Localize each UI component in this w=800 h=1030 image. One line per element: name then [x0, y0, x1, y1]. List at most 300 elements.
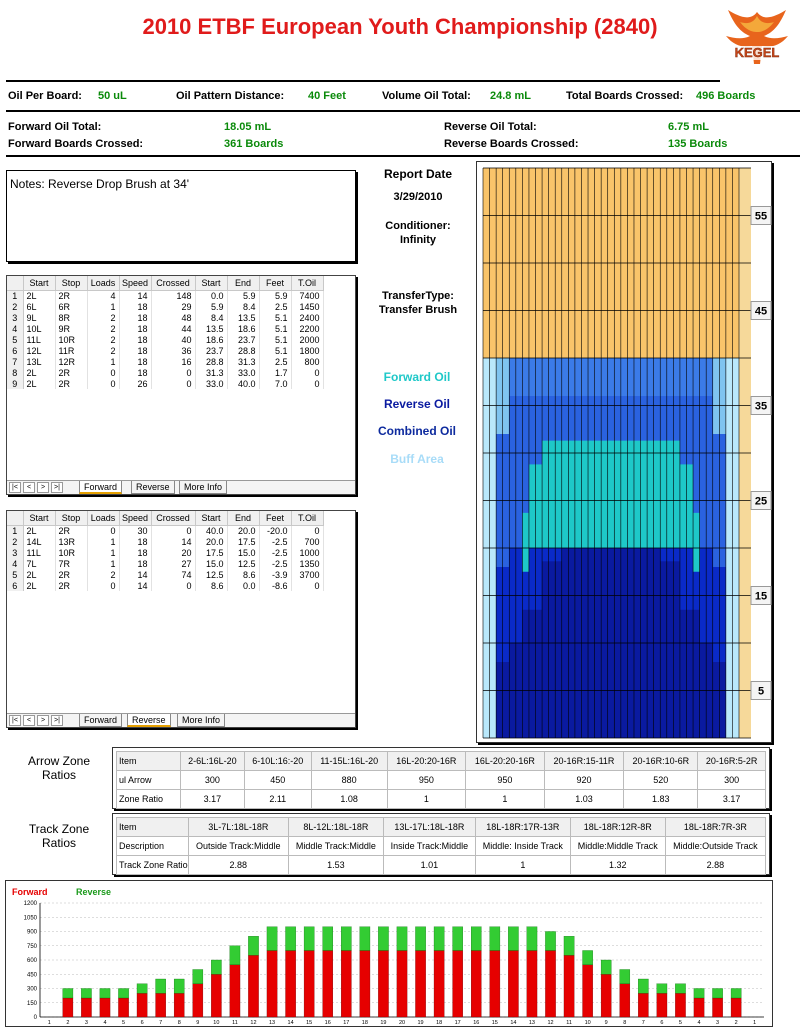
arrow-zone-table [116, 751, 766, 809]
grid-cell[interactable]: 1.7 [259, 367, 291, 378]
grid-cell[interactable]: 3 [7, 547, 23, 558]
reverse-bar [657, 984, 667, 994]
forward-boards-label: Forward Boards Crossed: [8, 138, 144, 150]
grid-cell[interactable]: 3700 [291, 569, 323, 580]
grid-header-cell[interactable] [7, 276, 23, 290]
next-record-button[interactable]: > [37, 715, 49, 726]
x-tick-label: 2 [66, 1020, 70, 1026]
reverse-bar [601, 960, 611, 974]
grid-cell[interactable]: 0 [291, 525, 323, 536]
grid-cell[interactable]: 18 [119, 312, 151, 323]
grid-cell[interactable]: 9 [7, 378, 23, 389]
table-row [117, 771, 766, 790]
x-tick-label: 11 [566, 1020, 572, 1026]
grid-cell[interactable]: 2R [55, 569, 87, 580]
combined-column [673, 561, 680, 738]
table-row[interactable] [7, 525, 323, 536]
grid-cell[interactable]: 800 [291, 356, 323, 367]
table-row [117, 818, 766, 837]
last-record-button[interactable]: >| [51, 482, 63, 493]
grid-cell[interactable]: 23.7 [195, 345, 227, 356]
y-tick-label: 750 [26, 943, 37, 950]
zone-cell: 1.53 [288, 856, 383, 875]
grid-cell[interactable]: 6 [7, 580, 23, 591]
zone-cell: 13L-17L:18L-18R [383, 818, 475, 837]
grid-cell[interactable]: 11R [55, 345, 87, 356]
grid-cell[interactable]: 0 [291, 367, 323, 378]
forward-total-label: Forward Oil Total: [8, 121, 102, 133]
grid-cell[interactable]: 0 [151, 580, 195, 591]
zone-cell: Outside Track:Middle [188, 837, 288, 856]
grid-cell[interactable]: 14 [151, 536, 195, 547]
grid-cell[interactable]: 18 [119, 301, 151, 312]
grid-cell[interactable]: 5.1 [259, 312, 291, 323]
x-tick-label: 6 [660, 1020, 664, 1026]
oil-per-board-value: 50 uL [98, 90, 127, 102]
grid-cell[interactable]: 27 [151, 558, 195, 569]
grid-cell[interactable]: -2.5 [259, 558, 291, 569]
tab-reverse[interactable]: Reverse [127, 714, 171, 727]
grid-cell[interactable]: 20 [151, 547, 195, 558]
grid-header-cell[interactable]: Stop [55, 511, 87, 525]
x-tick-label: 1 [753, 1020, 757, 1026]
y-tick-label: 1050 [23, 915, 37, 922]
tab-reverse[interactable]: Reverse [131, 481, 175, 494]
grid-cell[interactable]: 14 [119, 580, 151, 591]
grid-cell[interactable]: 0 [151, 525, 195, 536]
combined-column [503, 662, 510, 738]
table-row[interactable] [7, 312, 323, 323]
grid-cell[interactable]: 20.0 [227, 525, 259, 536]
grid-cell[interactable]: 0 [151, 367, 195, 378]
x-tick-label: 12 [547, 1020, 554, 1026]
table-row[interactable] [7, 378, 323, 389]
grid-cell[interactable]: 15.0 [227, 547, 259, 558]
forward-column [621, 441, 628, 548]
table-row[interactable] [7, 367, 323, 378]
grid-cell[interactable]: 5 [7, 334, 23, 345]
x-tick-label: 8 [623, 1020, 627, 1026]
grid-cell[interactable]: 8 [7, 367, 23, 378]
prev-record-button[interactable]: < [23, 715, 35, 726]
grid-header-cell[interactable]: Speed [119, 276, 151, 290]
grid-cell[interactable]: 5.1 [259, 334, 291, 345]
grid-cell[interactable]: 3 [7, 312, 23, 323]
forward-column [686, 464, 693, 548]
zone-cell: 1.83 [624, 790, 698, 809]
grid-cell[interactable]: 2000 [291, 334, 323, 345]
grid-cell[interactable]: 28.8 [195, 356, 227, 367]
grid-cell[interactable]: 2 [7, 301, 23, 312]
grid-header-cell[interactable]: T.Oil [291, 276, 323, 290]
grid-header-cell[interactable]: T.Oil [291, 511, 323, 525]
combined-column [536, 610, 543, 738]
grid-cell[interactable]: 13R [55, 536, 87, 547]
grid-cell[interactable]: 36 [151, 345, 195, 356]
grid-header-cell[interactable]: Crossed [151, 276, 195, 290]
grid-cell[interactable]: 20.0 [195, 536, 227, 547]
grid-cell[interactable]: 0 [87, 525, 119, 536]
grid-cell[interactable]: 18.6 [227, 323, 259, 334]
grid-cell[interactable]: 40 [151, 334, 195, 345]
grid-header-cell[interactable]: Start [23, 511, 55, 525]
grid-cell[interactable]: 13.5 [227, 312, 259, 323]
reverse-bar [583, 951, 593, 965]
grid-cell[interactable]: 2R [55, 580, 87, 591]
totals-divider [6, 155, 800, 157]
grid-cell[interactable]: 48 [151, 312, 195, 323]
grid-cell[interactable]: 1 [87, 558, 119, 569]
first-record-button[interactable]: |< [9, 715, 21, 726]
zone-cell: 2-6L:16L-20 [181, 752, 245, 771]
grid-cell[interactable]: 1450 [291, 301, 323, 312]
grid-cell[interactable]: 17.5 [227, 536, 259, 547]
grid-cell[interactable]: 0 [87, 580, 119, 591]
reverse-bar [638, 979, 648, 993]
grid-header-cell[interactable]: Feet [259, 511, 291, 525]
grid-header-cell[interactable]: Feet [259, 276, 291, 290]
grid-cell[interactable]: 11L [23, 334, 55, 345]
x-tick-label: 7 [641, 1020, 645, 1026]
y-tick-label: 600 [26, 958, 37, 964]
zone-cell: 20-16R:5-2R [698, 752, 766, 771]
grid-cell[interactable]: 12.5 [227, 558, 259, 569]
table-row[interactable] [7, 290, 323, 301]
grid-cell[interactable]: 2R [55, 290, 87, 301]
x-tick-label: 17 [343, 1020, 350, 1026]
grid-header-cell[interactable]: Loads [87, 276, 119, 290]
grid-cell[interactable]: 2 [87, 323, 119, 334]
forward-column [693, 513, 700, 572]
grid-cell[interactable]: 44 [151, 323, 195, 334]
reverse-bar [434, 927, 444, 951]
table-row[interactable] [7, 356, 323, 367]
grid-cell[interactable]: 2 [87, 345, 119, 356]
forward-column [595, 441, 602, 548]
zone-cell: 16L-20:20-16R [466, 752, 545, 771]
summary-divider [6, 110, 800, 112]
reverse-bar [508, 927, 518, 951]
reverse-bar [81, 989, 91, 999]
grid-cell[interactable]: 2R [55, 367, 87, 378]
grid-cell[interactable]: 2L [23, 580, 55, 591]
combined-column [529, 610, 536, 738]
zone-cell: 880 [311, 771, 387, 790]
legend-forward-label: Forward [12, 887, 48, 897]
forward-column [549, 441, 556, 548]
grid-cell[interactable]: 18 [119, 356, 151, 367]
grid-cell[interactable]: 2400 [291, 312, 323, 323]
x-tick-label: 14 [510, 1020, 517, 1026]
grid-cell[interactable]: 5.9 [227, 290, 259, 301]
grid-cell[interactable]: 148 [151, 290, 195, 301]
x-tick-label: 7 [159, 1020, 163, 1026]
y-tick-label: 150 [26, 1000, 37, 1007]
grid-cell[interactable]: 1 [7, 525, 23, 536]
tab-forward[interactable]: Forward [79, 481, 122, 494]
grid-cell[interactable]: 5.1 [259, 345, 291, 356]
grid-cell[interactable]: 1 [7, 290, 23, 301]
grid-cell[interactable]: 700 [291, 536, 323, 547]
grid-cell[interactable]: 13.5 [195, 323, 227, 334]
grid-cell[interactable]: 2L [23, 378, 55, 389]
grid-header-cell[interactable]: End [227, 511, 259, 525]
grid-cell[interactable]: 15.0 [195, 558, 227, 569]
grid-cell[interactable]: 18 [119, 334, 151, 345]
grid-cell[interactable]: 2200 [291, 323, 323, 334]
grid-cell[interactable]: 6L [23, 301, 55, 312]
grid-cell[interactable]: 7 [7, 356, 23, 367]
grid-cell[interactable]: 17.5 [195, 547, 227, 558]
grid-cell[interactable]: 0 [87, 378, 119, 389]
table-row[interactable] [7, 323, 323, 334]
combined-column [522, 610, 529, 738]
grid-header-cell[interactable]: Loads [87, 511, 119, 525]
grid-header-cell[interactable]: Speed [119, 511, 151, 525]
combined-column [686, 610, 693, 738]
grid-cell[interactable]: 2 [87, 312, 119, 323]
reverse-grid[interactable] [7, 511, 324, 591]
forward-bar [118, 998, 128, 1017]
grid-cell[interactable]: 16 [151, 356, 195, 367]
forward-bar [545, 951, 555, 1018]
reverse-boards-label: Reverse Boards Crossed: [444, 138, 579, 150]
grid-cell[interactable]: 2 [87, 334, 119, 345]
grid-cell[interactable]: 1000 [291, 547, 323, 558]
grid-cell[interactable]: 14L [23, 536, 55, 547]
tab-more-info[interactable]: More Info [177, 714, 225, 727]
grid-cell[interactable]: 2.5 [259, 301, 291, 312]
grid-cell[interactable]: 0 [87, 367, 119, 378]
y-tick-label: 900 [26, 929, 37, 936]
forward-bar [638, 993, 648, 1017]
grid-cell[interactable]: 12L [23, 345, 55, 356]
zone-cell: 3L-7L:18L-18R [188, 818, 288, 837]
grid-cell[interactable]: 2L [23, 525, 55, 536]
table-row[interactable] [7, 301, 323, 312]
combined-column [660, 561, 667, 738]
pattern-distance-label: Oil Pattern Distance: [176, 90, 285, 102]
forward-bar [81, 998, 91, 1017]
reverse-bar [341, 927, 351, 951]
grid-cell[interactable]: 8R [55, 312, 87, 323]
forward-column [608, 441, 615, 548]
reverse-bar [527, 927, 537, 951]
grid-cell[interactable]: 13L [23, 356, 55, 367]
grid-cell[interactable]: 8.4 [227, 301, 259, 312]
grid-cell[interactable]: 2L [23, 367, 55, 378]
grid-cell[interactable]: 1 [87, 356, 119, 367]
table-row[interactable] [7, 345, 323, 356]
forward-bar [675, 993, 685, 1017]
reverse-bar [304, 927, 314, 951]
grid-cell[interactable]: 4 [7, 323, 23, 334]
grid-cell[interactable]: 1800 [291, 345, 323, 356]
grid-cell[interactable]: 31.3 [195, 367, 227, 378]
grid-cell[interactable]: 18.6 [195, 334, 227, 345]
forward-grid[interactable] [7, 276, 324, 389]
forward-column [654, 441, 661, 548]
grid-cell[interactable]: 18 [119, 367, 151, 378]
grid-cell[interactable]: 6R [55, 301, 87, 312]
grid-cell[interactable]: 5.9 [195, 301, 227, 312]
zone-cell: 18L-18R:7R-3R [665, 818, 765, 837]
reverse-grid-panel [6, 510, 356, 728]
combined-column [680, 610, 687, 738]
reverse-bar [675, 984, 685, 994]
reverse-bar [100, 989, 110, 999]
table-row[interactable] [7, 558, 323, 569]
grid-cell[interactable]: 7.0 [259, 378, 291, 389]
grid-header-cell[interactable]: Start [23, 276, 55, 290]
grid-cell[interactable]: 4 [87, 290, 119, 301]
grid-cell[interactable]: 2.5 [259, 356, 291, 367]
forward-column [641, 441, 648, 548]
grid-cell[interactable]: 9L [23, 312, 55, 323]
forward-bar [620, 984, 630, 1017]
zone-cell: 300 [181, 771, 245, 790]
grid-header-cell[interactable] [7, 511, 23, 525]
reverse-bar [156, 979, 166, 993]
grid-cell[interactable]: 8.4 [195, 312, 227, 323]
grid-cell[interactable]: 0.0 [195, 290, 227, 301]
oil-pattern-svg [477, 162, 773, 744]
grid-cell[interactable]: 40.0 [227, 378, 259, 389]
table-row[interactable] [7, 547, 323, 558]
table-row[interactable] [7, 569, 323, 580]
grid-cell[interactable]: 29 [151, 301, 195, 312]
grid-cell[interactable]: 1 [87, 301, 119, 312]
grid-cell[interactable]: 2R [55, 378, 87, 389]
grid-cell[interactable]: 30 [119, 525, 151, 536]
grid-cell[interactable]: 1350 [291, 558, 323, 569]
grid-header-cell[interactable]: End [227, 276, 259, 290]
grid-cell[interactable]: 28.8 [227, 345, 259, 356]
grid-cell[interactable]: 4 [7, 558, 23, 569]
grid-cell[interactable]: 6 [7, 345, 23, 356]
grid-cell[interactable]: 2L [23, 569, 55, 580]
grid-cell[interactable]: 9R [55, 323, 87, 334]
grid-cell[interactable]: 2 [7, 536, 23, 547]
grid-cell[interactable]: 5.1 [259, 323, 291, 334]
grid-cell[interactable]: 11L [23, 547, 55, 558]
x-tick-label: 19 [380, 1020, 387, 1026]
forward-grid-panel [6, 275, 356, 495]
forward-bar [397, 951, 407, 1018]
grid-header-cell[interactable]: Crossed [151, 511, 195, 525]
grid-cell[interactable]: 2L [23, 290, 55, 301]
x-tick-label: 17 [454, 1020, 461, 1026]
forward-bar [286, 951, 296, 1018]
transfer-value: Transfer Brush [378, 304, 458, 316]
grid-cell[interactable]: 10R [55, 334, 87, 345]
grid-cell[interactable]: 18 [119, 345, 151, 356]
grid-cell[interactable]: 0 [151, 378, 195, 389]
x-tick-label: 4 [697, 1020, 701, 1026]
grid-cell[interactable]: 5 [7, 569, 23, 580]
grid-cell[interactable]: -3.9 [259, 569, 291, 580]
grid-cell[interactable]: 12R [55, 356, 87, 367]
table-row[interactable] [7, 536, 323, 547]
grid-cell[interactable]: 10L [23, 323, 55, 334]
reverse-bar [174, 979, 184, 993]
grid-cell[interactable]: 18 [119, 536, 151, 547]
reverse-total-value: 6.75 mL [668, 121, 709, 133]
grid-cell[interactable]: 14 [119, 569, 151, 580]
grid-cell[interactable]: 5.9 [259, 290, 291, 301]
grid-cell[interactable]: 0 [291, 580, 323, 591]
grid-cell[interactable]: -8.6 [259, 580, 291, 591]
grid-cell[interactable]: -20.0 [259, 525, 291, 536]
grid-cell[interactable]: 0 [291, 378, 323, 389]
grid-cell[interactable]: 0.0 [227, 580, 259, 591]
zone-cell: Middle: Inside Track [475, 837, 570, 856]
grid-cell[interactable]: 18 [119, 323, 151, 334]
grid-header-cell[interactable]: Stop [55, 276, 87, 290]
grid-cell[interactable]: 18 [119, 547, 151, 558]
prev-record-button[interactable]: < [23, 482, 35, 493]
x-tick-label: 2 [734, 1020, 738, 1026]
reverse-bar [267, 927, 277, 951]
first-record-button[interactable]: |< [9, 482, 21, 493]
forward-bar [137, 993, 147, 1017]
grid-cell[interactable]: 33.0 [227, 367, 259, 378]
grid-cell[interactable]: 40.0 [195, 525, 227, 536]
last-record-button[interactable]: >| [51, 715, 63, 726]
notes-box[interactable]: Notes: Reverse Drop Brush at 34' [6, 170, 356, 262]
x-tick-label: 10 [213, 1020, 220, 1026]
grid-cell[interactable]: 8.6 [227, 569, 259, 580]
grid-cell[interactable]: 74 [151, 569, 195, 580]
forward-bar [360, 951, 370, 1018]
reverse-bar [63, 989, 73, 999]
grid-cell[interactable]: 2 [87, 569, 119, 580]
kegel-logo [720, 2, 794, 80]
table-row[interactable] [7, 580, 323, 591]
next-record-button[interactable]: > [37, 482, 49, 493]
forward-bar [174, 993, 184, 1017]
grid-cell[interactable]: 14 [119, 290, 151, 301]
tab-more-info[interactable]: More Info [179, 481, 227, 494]
combined-column [719, 662, 726, 738]
grid-cell[interactable]: 1 [87, 536, 119, 547]
grid-cell[interactable]: 23.7 [227, 334, 259, 345]
x-tick-label: 10 [584, 1020, 591, 1026]
grid-header-cell[interactable]: Start [195, 276, 227, 290]
grid-cell[interactable]: 31.3 [227, 356, 259, 367]
grid-cell[interactable]: 7R [55, 558, 87, 569]
conditioner-label: Conditioner: [385, 220, 451, 232]
grid-cell[interactable]: 18 [119, 558, 151, 569]
grid-header-cell[interactable]: Start [195, 511, 227, 525]
grid-cell[interactable]: 8.6 [195, 580, 227, 591]
grid-cell[interactable]: 33.0 [195, 378, 227, 389]
grid-cell[interactable]: 2R [55, 525, 87, 536]
combined-column [496, 662, 503, 738]
grid-cell[interactable]: 10R [55, 547, 87, 558]
reverse-bar [564, 936, 574, 955]
grid-cell[interactable]: 26 [119, 378, 151, 389]
grid-cell[interactable]: 7L [23, 558, 55, 569]
oil-volume-chart-panel [5, 880, 773, 1027]
table-row[interactable] [7, 334, 323, 345]
tab-forward[interactable]: Forward [79, 714, 122, 727]
grid-cell[interactable]: 1 [87, 547, 119, 558]
grid-cell[interactable]: -2.5 [259, 536, 291, 547]
grid-cell[interactable]: -2.5 [259, 547, 291, 558]
grid-cell[interactable]: 12.5 [195, 569, 227, 580]
grid-cell[interactable]: 7400 [291, 290, 323, 301]
